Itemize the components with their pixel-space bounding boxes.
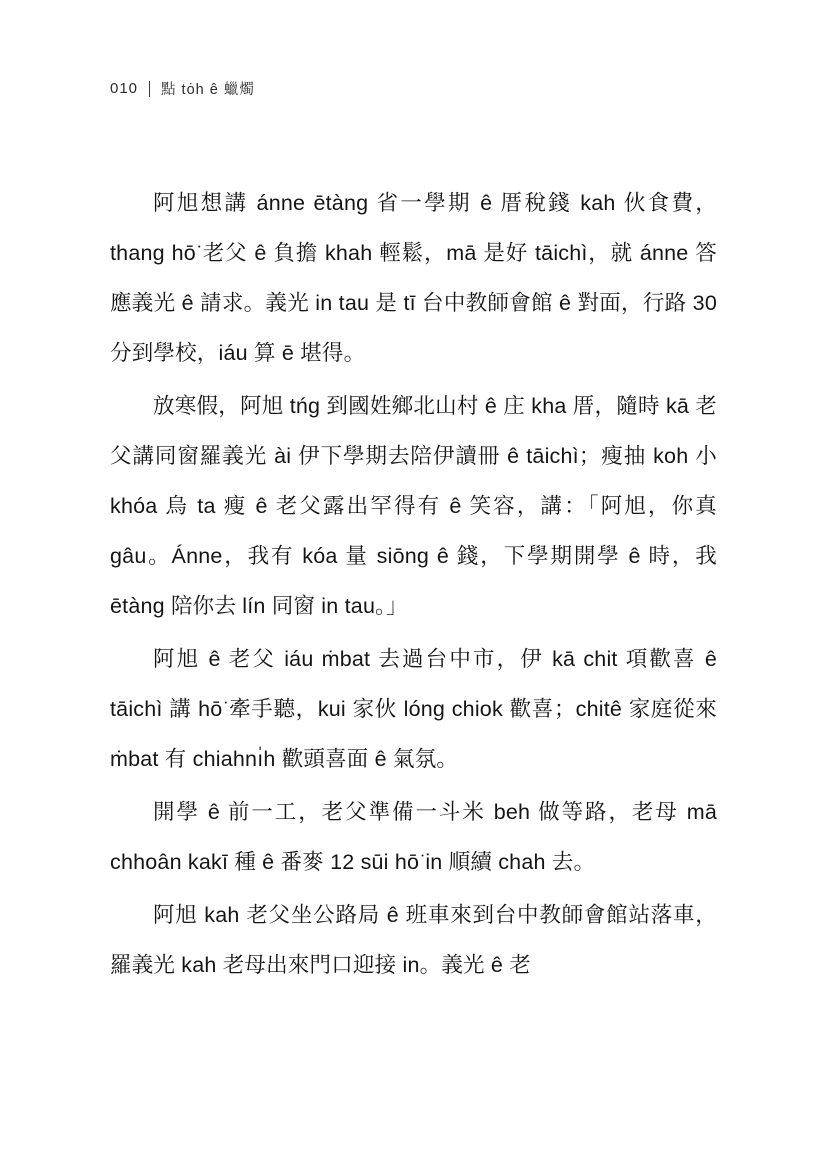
paragraph: 阿旭想講 ánne ētàng 省一學期 ê 厝稅錢 kah 伙食費，thang hō͘ 老父 ê 負擔 khah 輕鬆，mā 是好 tāichì，就 ánne 答應義光 ê 請求。義光 in tau 是 tī 台中教師會館 ê 對面，行路 30 分到學校，iáu 算 ē 堪得。 [110, 191, 717, 365]
paragraph: 開學 ê 前一工，老父準備一斗米 beh 做等路，老母 mā chhoân kakī 種 ê 番麥 12 sūi hō͘ in 順續 chah 去。 [110, 800, 717, 874]
page-number: 010 [110, 80, 139, 97]
book-title: 點 tȯh ê 蠟燭 [161, 82, 255, 98]
paragraph: 阿旭 kah 老父坐公路局 ê 班車來到台中教師會館站落車，羅義光 kah 老母出來門口迎接 in。義光 ê 老 [110, 903, 717, 977]
body-text [110, 178, 717, 993]
header-divider [149, 81, 150, 97]
running-head [110, 78, 255, 99]
paragraph: 阿旭 ê 老父 iáu ṁbat 去過台中市，伊 kā chit 項歡喜 ê tāichì 講 hō͘ 牽手聽，kui 家伙 lóng chiok 歡喜；chitê 家庭從來 ṁbat 有 chiahnı̍h 歡頭喜面 ê 氣氛。 [110, 647, 717, 771]
paragraph: 放寒假，阿旭 tńg 到國姓鄉北山村 ê 庄 kha 厝，隨時 kā 老父講同窗羅義光 ài 伊下學期去陪伊讀冊 ê tāichì；瘦抽 koh 小 khóa 烏 ta 瘦 ê 老父露出罕得有 ê 笑容，講：「阿旭，你真 gâu。Ánne，我有 kóa 量 siōng ê 錢，下學期開學 ê 時，我 ētàng 陪你去 lín 同窗 in tau。」 [110, 394, 717, 618]
